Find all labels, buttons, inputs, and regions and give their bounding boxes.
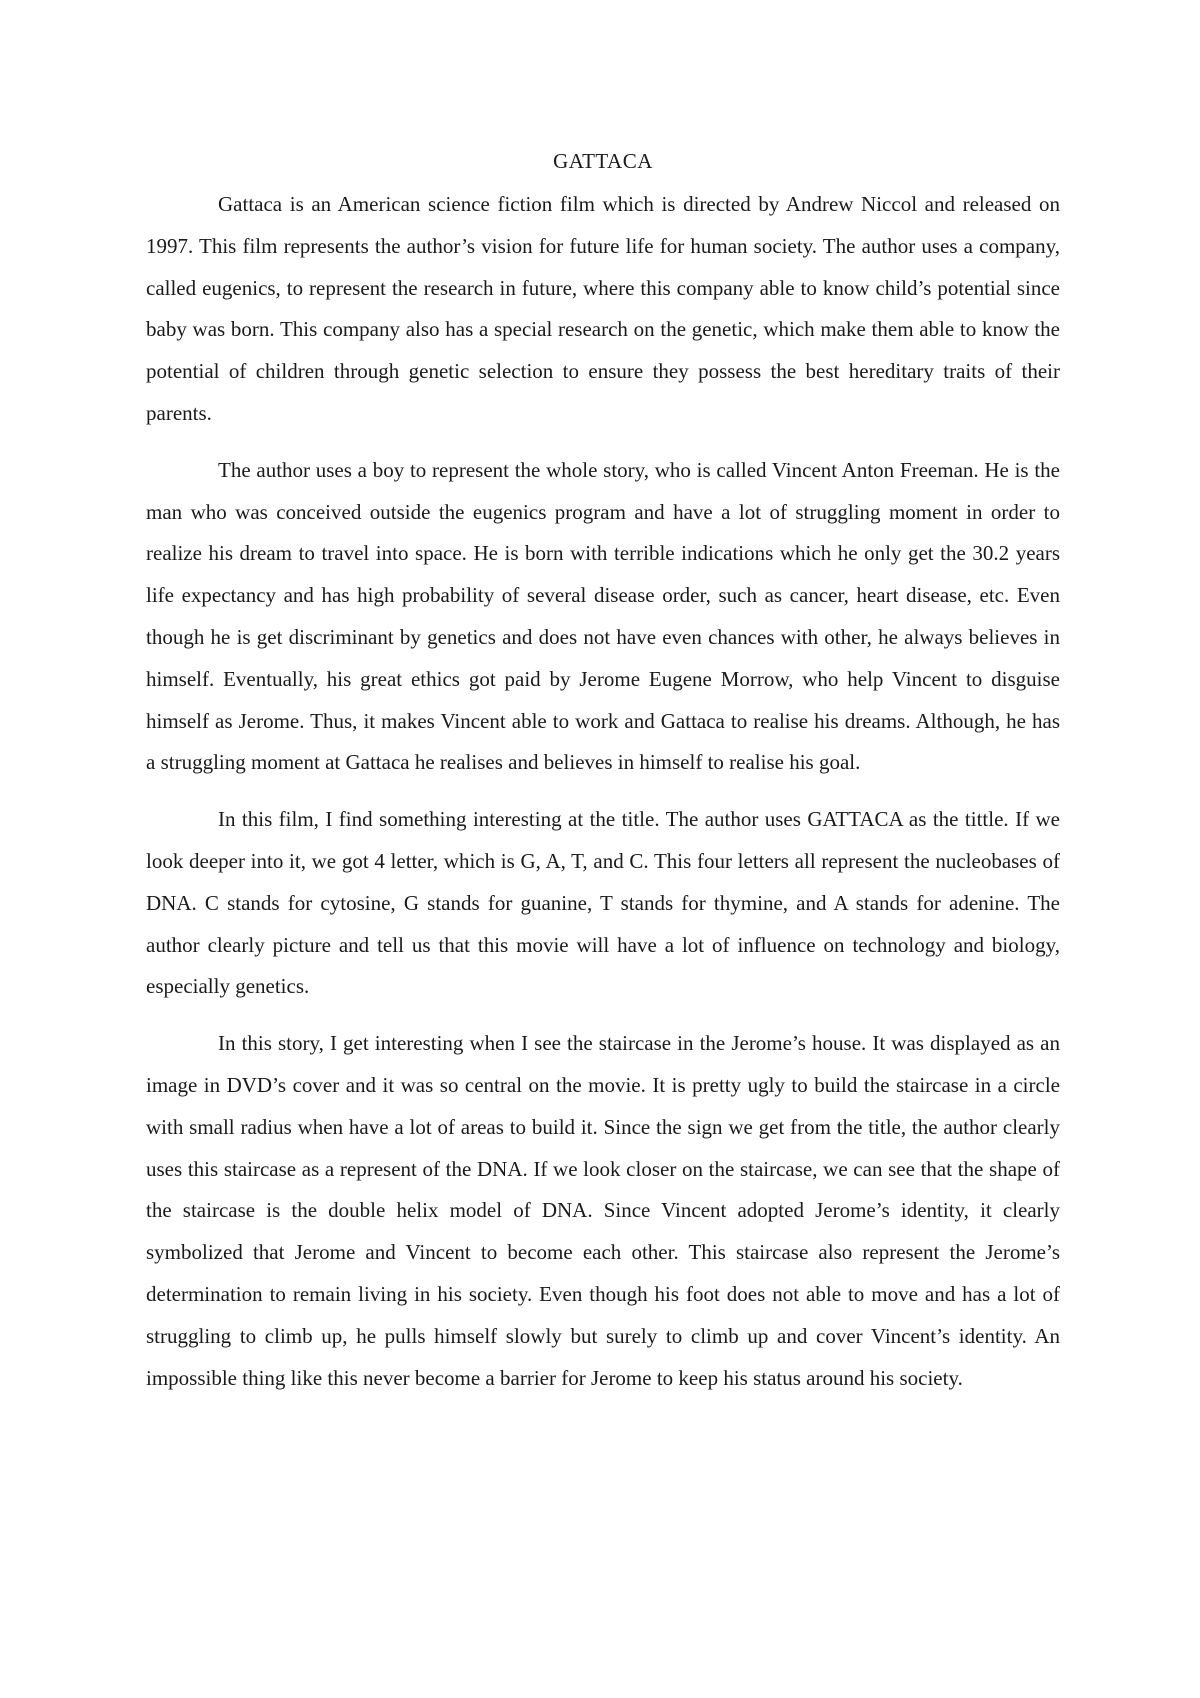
document-title: GATTACA — [553, 149, 653, 173]
paragraph-intro: Gattaca is an American science fiction film which is directed by Andrew Niccol and released on 1997. This film represents the author’s vision for future life for human society. The author uses a company, called eugenics, to represent the research in future, where this company able to know child’s potential since baby was born. This company also has a special research on the genetic, which make them able to know the potential of children through genetic selection to ensure they possess the best hereditary traits of their parents. — [146, 192, 1060, 425]
paragraph-vincent: The author uses a boy to represent the whole story, who is called Vincent Anton Freeman. He is the man who was conceived outside the eugenics program and have a lot of struggling moment in order to realize his dream to travel into space. He is born with terrible indications which he only get the 30.2 years life expectancy and has high probability of several disease order, such as cancer, heart disease, etc. Even though he is get discriminant by genetics and does not have even chances with other, he always believes in himself. Eventually, his great ethics got paid by Jerome Eugene Morrow, who help Vincent to disguise himself as Jerome. Thus, it makes Vincent able to work and Gattaca to realise his dreams. Although, he has a struggling moment at Gattaca he realises and believes in himself to realise his goal. — [146, 457, 1060, 775]
paragraph-title-meaning: In this film, I find something interesting at the title. The author uses GATTACA as the tittle. If we look deeper into it, we got 4 letter, which is G, A, T, and C. This four letters all represent the nucleobases of DNA. C stands for cytosine, G stands for guanine, T stands for thymine, and A stands for adenine. The author clearly picture and tell us that this movie will have a lot of influence on technology and biology, especially genetics. — [146, 807, 1060, 999]
paragraph-staircase: In this story, I get interesting when I see the staircase in the Jerome’s house. It was displayed as an image in DVD’s cover and it was so central on the movie. It is pretty ugly to build the staircase in a circle with small radius when have a lot of areas to build it. Since the sign we get from the title, the author clearly uses this staircase as a represent of the DNA. If we look closer on the staircase, we can see that the shape of the staircase is the double helix model of DNA. Since Vincent adopted Jerome’s identity, it clearly symbolized that Jerome and Vincent to become each other. This staircase also represent the Jerome’s determination to remain living in his society. Even though his foot does not able to move and has a lot of struggling to climb up, he pulls himself slowly but surely to climb up and cover Vincent’s identity. An impossible thing like this never become a barrier for Jerome to keep his status around his society. — [146, 1031, 1060, 1390]
document-body — [146, 140, 1060, 1414]
